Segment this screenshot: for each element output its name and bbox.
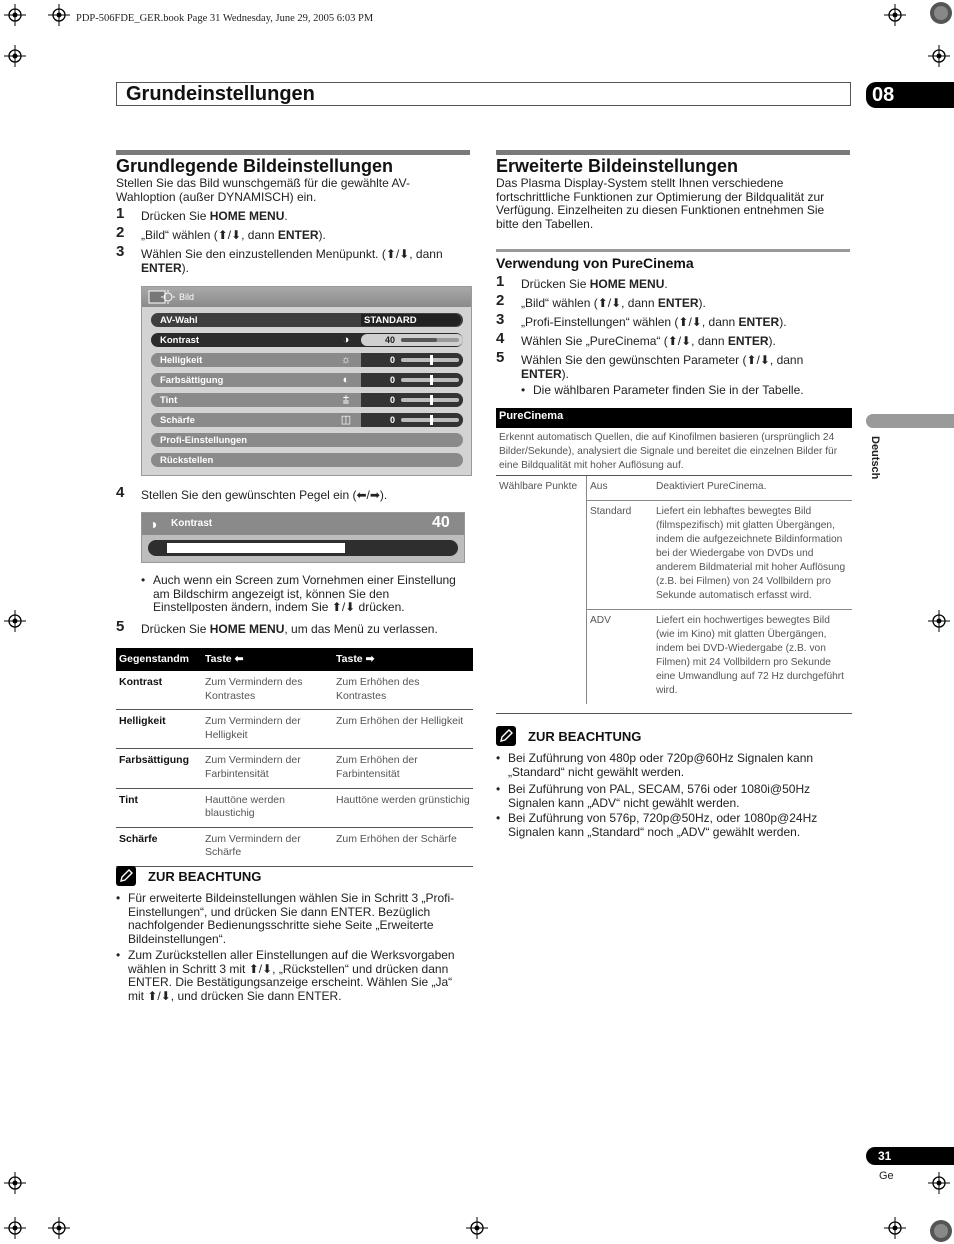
- registration-mark-icon: [928, 45, 950, 67]
- section-rule: [496, 150, 850, 155]
- contrast-icon: ◑: [149, 516, 158, 532]
- brightness-icon: ☼: [340, 354, 352, 366]
- registration-mark-icon: [48, 1217, 70, 1239]
- tint-icon: ⩲: [342, 394, 350, 406]
- level-slider[interactable]: [148, 540, 458, 556]
- picture-icon: [148, 289, 176, 305]
- osd-row-helligkeit[interactable]: Helligkeit ☼ 0: [151, 353, 463, 367]
- table-header: Taste ➡: [333, 648, 473, 671]
- adjustment-table: [116, 648, 473, 867]
- table-row: ADV Liefert ein hochwertiges bewegtes Bild (wie im Kino) mit glatten Übergängen, indem bei DVD-Wiedergabe (z.B. von Filmen) mit 24 Vollbildern pro Sekunde eine Umwandlung auf 72 Hz durchgeführt wird.: [590, 615, 845, 696]
- note-title: ZUR BEACHTUNG: [528, 729, 642, 744]
- subsection-rule: [496, 249, 850, 252]
- page-title: Grundeinstellungen: [126, 83, 315, 105]
- color-bar-mark-icon: [928, 0, 954, 26]
- registration-mark-icon: [48, 4, 70, 26]
- language-label: Deutsch: [869, 436, 881, 480]
- note-title: ZUR BEACHTUNG: [148, 869, 262, 884]
- osd-row-kontrast[interactable]: Kontrast ◑ 40: [151, 333, 463, 347]
- registration-mark-icon: [4, 1217, 26, 1239]
- section-title: Erweiterte Bildeinstellungen: [496, 156, 739, 176]
- section-title: Grundlegende Bildeinstellungen: [116, 156, 394, 176]
- section-rule: [116, 150, 470, 155]
- osd-header: [142, 287, 471, 307]
- osd-row-tint[interactable]: Tint ⩲ 0: [151, 393, 463, 407]
- purecinema-table-header: PureCinema: [496, 408, 852, 428]
- sharpness-icon: ◫: [340, 414, 352, 426]
- purecinema-intro: Erkennt automatisch Quellen, die auf Kinofilmen basieren (ursprünglich 24 Bilder/Sekunde), analysiert die Signale und bereitet die einzelnen Bilder für eine Bildqualität mit hoher Auflösung auf.: [499, 432, 838, 471]
- osd-picture-menu: [141, 286, 472, 476]
- subsection-title: Verwendung von PureCinema: [496, 255, 694, 271]
- intro-text: Das Plasma Display-System stellt Ihnen verschiedene fortschrittliche Funktionen zur Optimierung der Bildqualität zur Verfügung. Einzelheiten zu diesen Funktionen entnehmen Sie bitte den Tabellen.: [496, 176, 825, 231]
- color-icon: ◐: [342, 374, 350, 386]
- registration-mark-icon: [884, 1217, 906, 1239]
- table-row: Standard Liefert ein lebhaftes bewegtes Bild (filmspezifisch) mit glatten Übergängen, indem die aufgezeichnete Bildinformation bei der Wiedergabe von DVDs und anderem Bildmaterial mit hoher Auflösung (z.B. bei Filmen) von 24 Vollbildern pro Sekunde automatisch erfasst wird.: [496, 501, 852, 610]
- osd-row-av-wahl[interactable]: AV-Wahl STANDARD: [151, 313, 463, 327]
- table-header: Taste ⬅: [202, 648, 333, 671]
- note-pencil-icon: [116, 866, 136, 886]
- osd-row-schaerfe[interactable]: Schärfe ◫ 0: [151, 413, 463, 427]
- chapter-badge: 08: [866, 82, 954, 108]
- color-bar-mark-icon: [928, 1218, 954, 1244]
- osd-row-rueckstellen[interactable]: Rückstellen: [151, 453, 463, 467]
- table-row: Kontrast Zum Vermindern des Kontrastes Zum Erhöhen des Kontrastes: [116, 671, 473, 710]
- registration-mark-icon: [4, 610, 26, 632]
- table-row: Schärfe Zum Vermindern der Schärfe Zum Erhöhen der Schärfe: [116, 827, 473, 866]
- table-row: Wählbare Punkte Aus Deaktiviert PureCinema.: [496, 476, 852, 501]
- contrast-icon: ◑: [342, 334, 350, 346]
- intro-text: Stellen Sie das Bild wunschgemäß für die gewählte AV-Wahloption (außer DYNAMISCH) ein.: [116, 176, 410, 204]
- osd-title: Bild: [179, 292, 195, 302]
- osd-row-farbsaettigung[interactable]: Farbsättigung ◐ 0: [151, 373, 463, 387]
- page-language-code: Ge: [879, 1170, 894, 1182]
- registration-mark-icon: [884, 4, 906, 26]
- table-row: Helligkeit Zum Vermindern der Helligkeit Zum Erhöhen der Helligkeit: [116, 710, 473, 749]
- table-row: Tint Hauttöne werden blaustichig Hauttöne werden grünstichig: [116, 788, 473, 827]
- note-pencil-icon: [496, 726, 516, 746]
- registration-mark-icon: [928, 610, 950, 632]
- language-tab: [866, 414, 954, 428]
- registration-mark-icon: [4, 1172, 26, 1194]
- page-number: 31: [866, 1147, 954, 1165]
- level-fill: [167, 543, 345, 553]
- registration-mark-icon: [4, 4, 26, 26]
- registration-mark-icon: [466, 1217, 488, 1239]
- book-info-line: PDP-506FDE_GER.book Page 31 Wednesday, June 29, 2005 6:03 PM: [76, 13, 374, 24]
- registration-mark-icon: [928, 1172, 950, 1194]
- table-header: Gegenstandm: [116, 648, 202, 671]
- osd-kontrast-adjust: ◑ Kontrast 40: [141, 512, 465, 563]
- table-row: Farbsättigung Zum Vermindern der Farbintensität Zum Erhöhen der Farbintensität: [116, 749, 473, 788]
- registration-mark-icon: [4, 45, 26, 67]
- osd-row-profi-einstellungen[interactable]: Profi-Einstellungen: [151, 433, 463, 447]
- purecinema-table: [496, 476, 852, 704]
